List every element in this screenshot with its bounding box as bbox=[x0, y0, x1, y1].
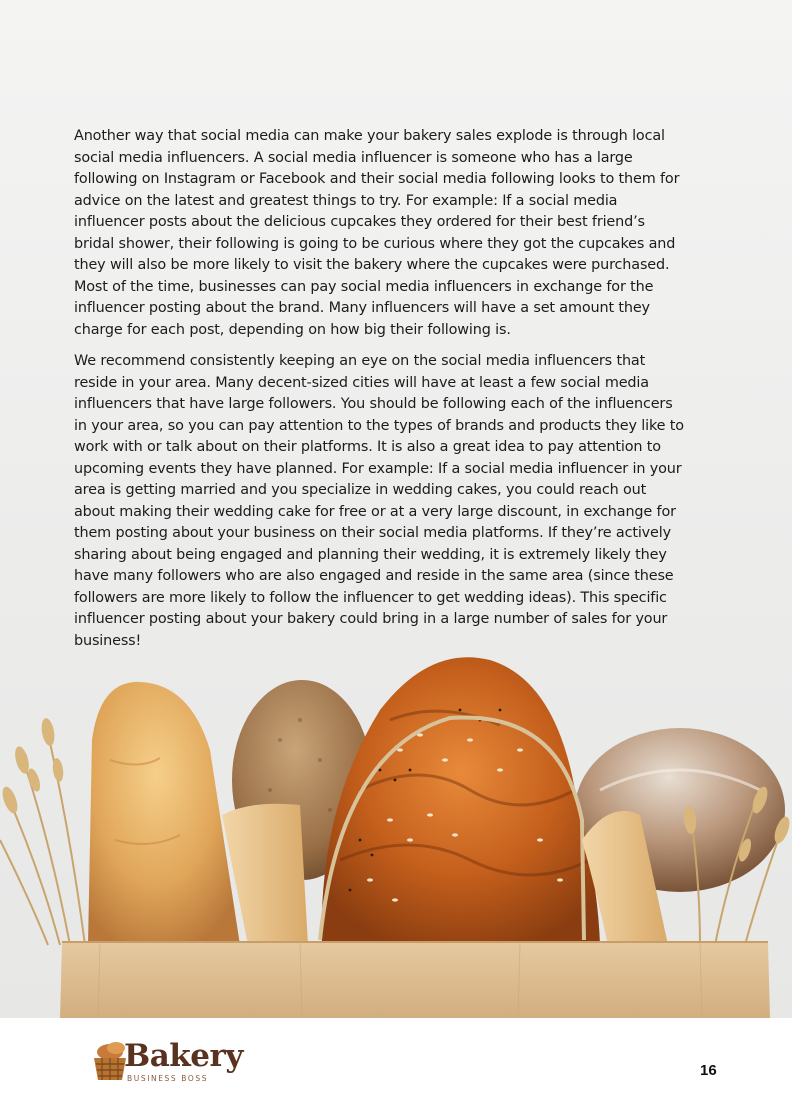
bread-bag-image bbox=[0, 640, 792, 1018]
wheat-left bbox=[0, 720, 85, 945]
challah-loaf bbox=[322, 657, 600, 945]
baguette bbox=[88, 682, 240, 945]
paragraph-influencers-intro: Another way that social media can make your bakery sales explode is through local social media influencers. A social media influencer is someone who has a large following on Instagram or Facebook and their social media following looks to them for advice on the latest and greatest things to try. For example: If a social media influencer posts about the delicious cupcakes they ordered for their best friend’s bridal shower, their following is going to be curious where they got the cupcakes and they will also be more likely to visit the bakery where the cupcakes were purchased. Most of the time, businesses can pay social media influencers in exchange for the influencer posting about the brand. Many influencers will have a set amount they charge for each post, depending on how big their following is. bbox=[74, 128, 680, 338]
logo-tagline: BUSINESS BOSS bbox=[127, 1074, 209, 1083]
paragraph-local-influencers: We recommend consistently keeping an eye on the social media influencers that reside in your area. Many decent-sized cities will have at least a few social media influencers that have large followers. You should be following each of the influencers in your area, so you can pay attention to the types of brands and products they like to work with or talk about on their platforms. It is also a great idea to pay attention to upcoming events they have planned. For example: If a social media influencer in your area is getting married and you specialize in wedding cakes, you could reach out about making their wedding cake for free or at a very large discount, in exchange for them posting about your business on their social media platforms. If they’re actively sharing about being engaged and planning their wedding, it is extremely likely they have many followers who are also engaged and reside in the same area (since these followers are more likely to follow the influencer to get wedding ideas). This specific influencer posting about your bakery could bring in a large number of sales for your business! bbox=[74, 353, 684, 649]
logo-wordmark: Bakery bbox=[124, 1038, 243, 1074]
page-number: 16 bbox=[700, 1062, 717, 1079]
body-text bbox=[74, 126, 684, 662]
paper-bag bbox=[60, 942, 770, 1018]
